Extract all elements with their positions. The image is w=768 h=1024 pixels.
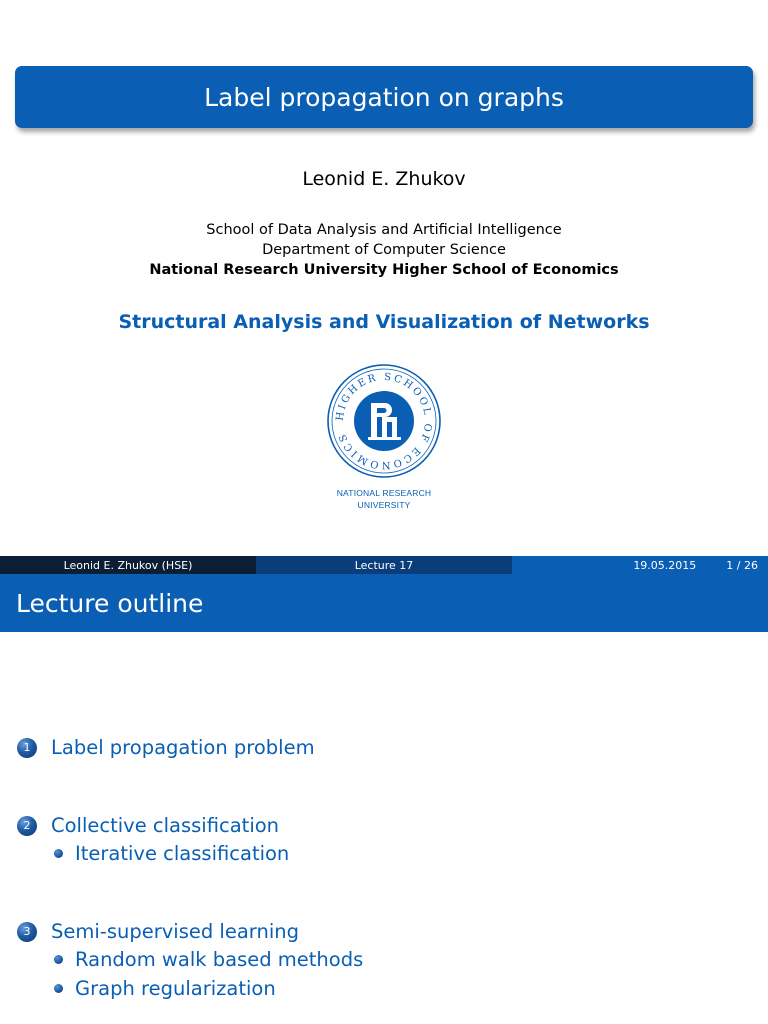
subsection-label: Iterative classification (75, 842, 290, 865)
section-label: Semi-supervised learning (51, 920, 299, 943)
footer-date-section (512, 556, 768, 574)
subsection-label: Random walk based methods (75, 948, 364, 971)
section-label: Label propagation problem (51, 736, 315, 759)
subsection-label: Graph regularization (75, 977, 276, 1000)
bullet-icon (54, 984, 63, 993)
outline-title: Lecture outline (16, 588, 204, 618)
section-number-badge: 3 (17, 922, 37, 942)
affiliation-department: Department of Computer Science (262, 242, 506, 258)
footer-author-section (0, 556, 256, 574)
bullet-icon (54, 955, 63, 964)
footer-date: 19.05.2015 (633, 558, 697, 572)
outline-body (0, 632, 768, 1024)
bullet-icon (54, 849, 63, 858)
outline-header (0, 574, 768, 632)
section-label: Collective classification (51, 814, 280, 837)
outline-subsection[interactable] (54, 948, 363, 971)
presentation-title: Label propagation on graphs (204, 82, 564, 112)
outline-subsection[interactable] (54, 842, 289, 865)
logo-caption-line1: NATIONAL RESEARCH (336, 488, 432, 498)
outline-section[interactable] (17, 814, 279, 837)
section-number-badge: 1 (17, 738, 37, 758)
author-name: Leonid E. Zhukov (302, 168, 466, 190)
footer-lecture: Lecture 17 (354, 558, 414, 572)
section-number-badge: 2 (17, 816, 37, 836)
course-title: Structural Analysis and Visualization of Networks (118, 311, 650, 333)
outline-section[interactable] (17, 920, 299, 943)
slide-footer (0, 556, 768, 574)
affiliation-university: National Research University Higher School of Economics (149, 262, 619, 278)
outline-subsection[interactable] (54, 977, 276, 1000)
logo-caption-line2: UNIVERSITY (357, 500, 411, 510)
hse-logo-icon (326, 363, 442, 479)
affiliation-school: School of Data Analysis and Artificial Intelligence (206, 222, 562, 238)
title-banner (15, 66, 753, 128)
footer-lecture-section (256, 556, 512, 574)
footer-author: Leonid E. Zhukov (HSE) (63, 558, 193, 572)
footer-page-number: 1 / 26 (726, 558, 758, 572)
outline-section[interactable] (17, 736, 315, 759)
logo-ring-text: HIGHER SCHOOL OF ECONOMICS (334, 371, 434, 471)
